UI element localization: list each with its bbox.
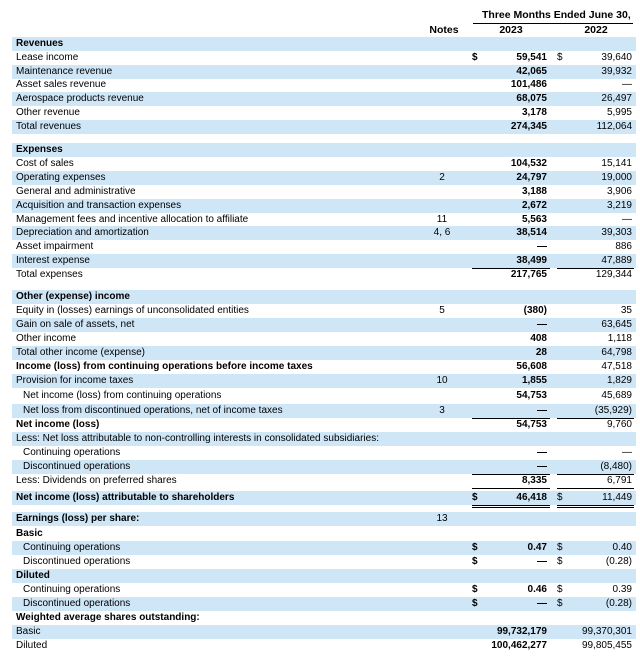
row-label: Income (loss) from continuing operations before income taxes	[16, 361, 313, 372]
value-2022: 9,760	[606, 419, 632, 430]
statement-row	[12, 254, 636, 268]
row-label: Acquisition and transaction expenses	[16, 200, 182, 211]
year-2023-header: 2023	[499, 24, 523, 36]
value-2022: (35,929)	[594, 405, 632, 416]
value-2022: 1,118	[607, 333, 632, 344]
value-2022: 1,829	[606, 375, 632, 386]
value-2022: (8,480)	[600, 461, 632, 472]
row-label: Net income (loss) from continuing operations	[23, 390, 222, 401]
value-2023	[472, 611, 547, 625]
value-2023: —	[537, 447, 547, 458]
value-2022	[557, 143, 632, 157]
value-2022: (0.28)	[605, 556, 632, 567]
row-label: Net loss from discontinued operations, net of income taxes	[23, 405, 283, 416]
statement-row	[12, 527, 636, 541]
row-label: Equity in (losses) earnings of unconsolidated entities	[16, 305, 249, 316]
row-notes	[407, 555, 477, 569]
statement-row	[12, 268, 636, 282]
statement-row	[12, 65, 636, 79]
value-2023: 100,462,277	[491, 640, 547, 651]
value-2023	[472, 512, 547, 526]
row-label: Depreciation and amortization	[16, 227, 149, 238]
value-2022	[557, 611, 632, 625]
row-label: Less: Dividends on preferred shares	[16, 475, 177, 486]
row-label: Cost of sales	[16, 158, 74, 169]
statement-row	[12, 106, 636, 120]
row-label: Continuing operations	[23, 542, 121, 553]
row-notes: 2	[439, 172, 445, 183]
statement-row	[12, 374, 636, 388]
row-notes	[407, 78, 477, 92]
value-2023: —	[537, 461, 547, 472]
row-label: Revenues	[16, 38, 64, 49]
value-2023: 24,797	[516, 172, 547, 183]
row-label: Total expenses	[16, 269, 83, 280]
row-label: Net income (loss) attributable to shareholders	[16, 492, 235, 503]
row-label: Net income (loss)	[16, 419, 100, 430]
value-2023: 54,753	[516, 419, 547, 430]
value-2023: 38,499	[516, 255, 547, 266]
row-label: Maintenance revenue	[16, 66, 113, 77]
row-notes	[407, 583, 477, 597]
statement-row	[12, 143, 636, 157]
value-2023: —	[537, 319, 547, 330]
row-notes	[407, 611, 477, 625]
row-notes	[407, 120, 477, 134]
total-underline	[472, 505, 550, 508]
value-2022: 47,518	[601, 361, 632, 372]
value-2023: 54,753	[516, 390, 547, 401]
row-label: Asset sales revenue	[16, 79, 107, 90]
value-2022: 112,064	[596, 121, 632, 132]
statement-row	[12, 51, 636, 65]
row-label: Discontinued operations	[23, 556, 131, 567]
statement-row	[12, 512, 636, 526]
statement-row	[12, 92, 636, 106]
total-underline	[472, 488, 550, 489]
dollar-sign-2022: $	[557, 52, 563, 63]
row-label: Other income	[16, 333, 77, 344]
row-label: Interest expense	[16, 255, 90, 266]
statement-row	[12, 226, 636, 240]
row-label: Total other income (expense)	[16, 347, 145, 358]
row-notes: 5	[439, 305, 445, 316]
row-label: Total revenues	[16, 121, 82, 132]
row-notes: 13	[436, 513, 448, 524]
value-2022: 39,640	[601, 52, 632, 63]
row-label: Basic	[16, 626, 41, 637]
row-notes	[407, 541, 477, 555]
value-2022: 99,805,455	[581, 640, 632, 651]
row-notes	[407, 446, 477, 460]
row-notes: 10	[436, 375, 448, 386]
value-2023: —	[537, 241, 547, 252]
value-2023	[472, 527, 547, 541]
statement-row	[12, 404, 636, 418]
statement-row	[12, 569, 636, 583]
row-label: Provision for income taxes	[16, 375, 134, 386]
statement-row	[12, 290, 636, 304]
value-2023: 104,532	[510, 158, 547, 169]
row-label: Other (expense) income	[16, 291, 130, 302]
statement-row	[12, 555, 636, 569]
row-notes	[407, 268, 477, 282]
value-2022: (0.28)	[605, 598, 632, 609]
row-notes	[407, 143, 477, 157]
row-notes	[407, 254, 477, 268]
value-2022	[557, 527, 632, 541]
row-label: Other revenue	[16, 107, 80, 118]
row-notes	[407, 418, 477, 432]
value-2022: 26,497	[601, 93, 632, 104]
row-label: General and administrative	[16, 186, 136, 197]
row-label: Continuing operations	[23, 584, 121, 595]
year-2022-header: 2022	[584, 24, 608, 36]
statement-row	[12, 360, 636, 374]
value-2022: 0.40	[612, 542, 632, 553]
value-2022	[557, 512, 632, 526]
row-notes	[407, 597, 477, 611]
row-notes	[407, 332, 477, 346]
row-notes	[407, 625, 477, 639]
value-2022: 39,303	[601, 227, 632, 238]
value-2022: 129,344	[595, 269, 632, 280]
row-notes	[407, 37, 477, 51]
row-notes	[407, 51, 477, 65]
value-2022: 39,932	[601, 66, 632, 77]
row-notes	[407, 491, 477, 505]
row-label: Diluted	[16, 570, 50, 581]
value-2023: 56,608	[516, 361, 547, 372]
row-notes	[407, 527, 477, 541]
row-label: Aerospace products revenue	[16, 93, 144, 104]
row-notes: 3	[439, 405, 445, 416]
statement-row	[12, 304, 636, 318]
row-notes	[407, 290, 477, 304]
value-2023: 274,345	[510, 121, 547, 132]
value-2022: —	[622, 447, 632, 458]
row-label: Continuing operations	[23, 447, 121, 458]
value-2023: 8,335	[521, 475, 547, 486]
row-label: Less: Net loss attributable to non-controlling interests in consolidated subsidiaries:	[16, 433, 379, 444]
dollar-sign-2023: $	[472, 52, 478, 63]
statement-row	[12, 332, 636, 346]
value-2023: 68,075	[516, 93, 547, 104]
row-notes	[407, 432, 477, 446]
notes-column-header: Notes	[429, 24, 459, 36]
value-2023	[472, 37, 547, 51]
value-2023: 3,178	[521, 107, 547, 118]
dollar-sign-2023: $	[472, 542, 478, 553]
row-label: Discontinued operations	[23, 461, 131, 472]
statement-row	[12, 625, 636, 639]
value-2022	[557, 290, 632, 304]
statement-row	[12, 446, 636, 460]
value-2023: 42,065	[516, 66, 547, 77]
dollar-sign-2023: $	[472, 556, 478, 567]
row-notes	[407, 346, 477, 360]
statement-row	[12, 157, 636, 171]
row-notes	[407, 199, 477, 213]
total-underline	[557, 505, 634, 508]
statement-row	[12, 432, 636, 446]
statement-row	[12, 639, 636, 653]
value-2022: 19,000	[601, 172, 632, 183]
statement-row	[12, 37, 636, 51]
value-2023	[472, 432, 547, 446]
value-2022	[557, 432, 632, 446]
statement-row	[12, 460, 636, 474]
row-notes	[407, 318, 477, 332]
dollar-sign-2022: $	[557, 556, 563, 567]
period-header: Three Months Ended June 30,	[482, 9, 631, 21]
row-label: Discontinued operations	[23, 598, 131, 609]
statement-row	[12, 541, 636, 555]
value-2022: 886	[615, 241, 632, 252]
statement-row	[12, 120, 636, 134]
row-label: Gain on sale of assets, net	[16, 319, 135, 330]
value-2023: —	[537, 598, 547, 609]
dollar-sign-2022: $	[557, 598, 563, 609]
value-2022: 15,141	[601, 158, 632, 169]
row-label: Basic	[16, 528, 43, 539]
value-2022: 0.39	[612, 584, 632, 595]
statement-row	[12, 583, 636, 597]
total-underline	[557, 488, 634, 489]
row-notes	[407, 360, 477, 374]
row-label: Lease income	[16, 52, 79, 63]
statement-row	[12, 418, 636, 432]
row-label: Earnings (loss) per share:	[16, 513, 140, 524]
value-2023: 46,418	[516, 492, 547, 503]
row-notes	[407, 185, 477, 199]
value-2023: 1,855	[521, 375, 547, 386]
row-notes	[407, 106, 477, 120]
dollar-sign-2022: $	[557, 492, 563, 503]
value-2023: 101,486	[510, 79, 547, 90]
row-notes	[407, 569, 477, 583]
value-2022: 6,791	[606, 475, 632, 486]
value-2023: 0.46	[527, 584, 547, 595]
value-2023: 5,563	[521, 214, 547, 225]
row-notes	[407, 460, 477, 474]
statement-row	[12, 78, 636, 92]
statement-row	[12, 474, 636, 488]
dollar-sign-2023: $	[472, 584, 478, 595]
value-2022: 63,645	[601, 319, 632, 330]
value-2023	[472, 143, 547, 157]
row-notes: 4, 6	[433, 227, 451, 238]
statement-row	[12, 185, 636, 199]
row-label: Asset impairment	[16, 241, 94, 252]
row-notes	[407, 389, 477, 403]
value-2022: 45,689	[601, 390, 632, 401]
row-notes: 11	[436, 214, 448, 225]
dollar-sign-2022: $	[557, 542, 563, 553]
row-label: Weighted average shares outstanding:	[16, 612, 200, 623]
value-2022: —	[622, 79, 632, 90]
statement-row	[12, 491, 636, 505]
dollar-sign-2023: $	[472, 492, 478, 503]
value-2023: 38,514	[516, 227, 547, 238]
value-2022: 64,798	[601, 347, 632, 358]
dollar-sign-2022: $	[557, 584, 563, 595]
value-2023: 99,732,179	[496, 626, 547, 637]
value-2022: —	[622, 214, 632, 225]
row-label: Diluted	[16, 640, 48, 651]
value-2022: 99,370,301	[581, 626, 632, 637]
value-2022: 11,449	[602, 492, 632, 503]
statement-row	[12, 346, 636, 360]
statement-row	[12, 611, 636, 625]
row-notes	[407, 639, 477, 653]
statement-row	[12, 199, 636, 213]
value-2022: 47,889	[601, 255, 632, 266]
value-2022	[557, 569, 632, 583]
value-2023: 2,672	[521, 200, 547, 211]
value-2022: 3,906	[606, 186, 632, 197]
statement-row	[12, 597, 636, 611]
value-2023	[472, 290, 547, 304]
row-notes	[407, 65, 477, 79]
value-2023: —	[537, 405, 547, 416]
value-2023: 59,541	[516, 52, 547, 63]
value-2023: 3,188	[521, 186, 547, 197]
value-2023: 217,765	[510, 269, 547, 280]
statement-row	[12, 240, 636, 254]
statement-row	[12, 389, 636, 403]
value-2023: —	[537, 556, 547, 567]
value-2023: 408	[530, 333, 547, 344]
row-notes	[407, 157, 477, 171]
value-2023: 0.47	[527, 542, 547, 553]
statement-row	[12, 318, 636, 332]
row-label: Expenses	[16, 144, 63, 155]
statement-row	[12, 213, 636, 227]
statement-row	[12, 171, 636, 185]
dollar-sign-2023: $	[472, 598, 478, 609]
value-2023	[472, 569, 547, 583]
row-notes	[407, 92, 477, 106]
row-notes	[407, 240, 477, 254]
row-notes	[407, 474, 477, 488]
value-2023: 28	[535, 347, 547, 358]
value-2022: 5,995	[606, 107, 632, 118]
value-2022: 3,219	[606, 200, 632, 211]
value-2022: 35	[620, 305, 632, 316]
row-label: Management fees and incentive allocation to affiliate	[16, 214, 249, 225]
row-label: Operating expenses	[16, 172, 106, 183]
value-2022	[557, 37, 632, 51]
value-2023: (380)	[523, 305, 547, 316]
